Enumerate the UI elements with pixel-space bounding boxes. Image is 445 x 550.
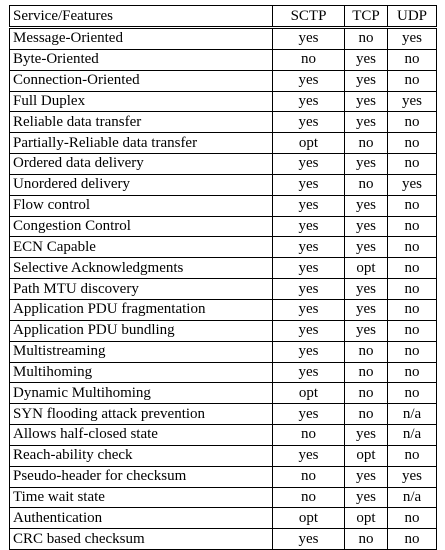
sctp-cell: yes: [273, 237, 345, 258]
udp-cell: n/a: [388, 487, 437, 508]
feature-cell: Allows half-closed state: [10, 425, 273, 446]
table-row: [10, 279, 437, 300]
feature-cell: Selective Acknowledgments: [10, 258, 273, 279]
udp-cell: yes: [388, 91, 437, 112]
tcp-cell: yes: [345, 195, 388, 216]
feature-cell: Time wait state: [10, 487, 273, 508]
tcp-cell: yes: [345, 154, 388, 175]
sctp-cell: yes: [273, 216, 345, 237]
sctp-cell: yes: [273, 320, 345, 341]
feature-cell: Path MTU discovery: [10, 279, 273, 300]
table-row: [10, 341, 437, 362]
table-row: [10, 299, 437, 320]
tcp-cell: yes: [345, 91, 388, 112]
tcp-cell: no: [345, 341, 388, 362]
table-row: [10, 258, 437, 279]
udp-cell: no: [388, 362, 437, 383]
tcp-cell: no: [345, 404, 388, 425]
tcp-cell: yes: [345, 487, 388, 508]
sctp-cell: no: [273, 49, 345, 70]
header-feature: Service/Features: [10, 6, 273, 28]
sctp-cell: yes: [273, 28, 345, 50]
udp-cell: no: [388, 529, 437, 550]
feature-cell: Partially-Reliable data transfer: [10, 133, 273, 154]
table-row: [10, 508, 437, 529]
table-row: [10, 174, 437, 195]
tcp-cell: yes: [345, 112, 388, 133]
sctp-cell: no: [273, 425, 345, 446]
feature-cell: Reach-ability check: [10, 445, 273, 466]
sctp-cell: no: [273, 466, 345, 487]
tcp-cell: no: [345, 174, 388, 195]
header-tcp: TCP: [345, 6, 388, 28]
sctp-cell: yes: [273, 258, 345, 279]
feature-cell: Multihoming: [10, 362, 273, 383]
table-row: [10, 154, 437, 175]
udp-cell: no: [388, 112, 437, 133]
sctp-cell: yes: [273, 70, 345, 91]
sctp-cell: yes: [273, 299, 345, 320]
sctp-cell: yes: [273, 112, 345, 133]
table-row: [10, 112, 437, 133]
feature-cell: Application PDU fragmentation: [10, 299, 273, 320]
feature-cell: CRC based checksum: [10, 529, 273, 550]
table-header-row: [10, 6, 437, 28]
udp-cell: no: [388, 195, 437, 216]
feature-cell: Reliable data transfer: [10, 112, 273, 133]
udp-cell: no: [388, 445, 437, 466]
tcp-cell: no: [345, 133, 388, 154]
table-row: [10, 195, 437, 216]
tcp-cell: opt: [345, 445, 388, 466]
tcp-cell: yes: [345, 425, 388, 446]
sctp-cell: yes: [273, 174, 345, 195]
feature-cell: Authentication: [10, 508, 273, 529]
feature-cell: Dynamic Multihoming: [10, 383, 273, 404]
feature-cell: Flow control: [10, 195, 273, 216]
feature-cell: ECN Capable: [10, 237, 273, 258]
sctp-cell: yes: [273, 279, 345, 300]
table-row: [10, 91, 437, 112]
table-row: [10, 383, 437, 404]
table-row: [10, 445, 437, 466]
tcp-cell: no: [345, 529, 388, 550]
tcp-cell: no: [345, 383, 388, 404]
tcp-cell: yes: [345, 320, 388, 341]
sctp-cell: yes: [273, 362, 345, 383]
header-sctp: SCTP: [273, 6, 345, 28]
tcp-cell: yes: [345, 237, 388, 258]
table-row: [10, 487, 437, 508]
udp-cell: no: [388, 508, 437, 529]
udp-cell: yes: [388, 466, 437, 487]
sctp-cell: yes: [273, 91, 345, 112]
tcp-cell: yes: [345, 299, 388, 320]
sctp-cell: no: [273, 487, 345, 508]
table-row: [10, 425, 437, 446]
udp-cell: no: [388, 258, 437, 279]
tcp-cell: opt: [345, 258, 388, 279]
feature-cell: Connection-Oriented: [10, 70, 273, 91]
comparison-table-container: [9, 5, 437, 550]
sctp-cell: opt: [273, 383, 345, 404]
sctp-cell: yes: [273, 529, 345, 550]
tcp-cell: yes: [345, 466, 388, 487]
protocol-comparison-table: [9, 5, 437, 550]
table-body: [10, 28, 437, 550]
sctp-cell: opt: [273, 133, 345, 154]
feature-cell: Full Duplex: [10, 91, 273, 112]
header-udp: UDP: [388, 6, 437, 28]
tcp-cell: no: [345, 362, 388, 383]
table-row: [10, 133, 437, 154]
feature-cell: Byte-Oriented: [10, 49, 273, 70]
feature-cell: Ordered data delivery: [10, 154, 273, 175]
udp-cell: n/a: [388, 425, 437, 446]
udp-cell: n/a: [388, 404, 437, 425]
udp-cell: yes: [388, 28, 437, 50]
sctp-cell: yes: [273, 154, 345, 175]
udp-cell: no: [388, 299, 437, 320]
sctp-cell: yes: [273, 445, 345, 466]
tcp-cell: yes: [345, 216, 388, 237]
udp-cell: no: [388, 341, 437, 362]
feature-cell: Application PDU bundling: [10, 320, 273, 341]
table-row: [10, 529, 437, 550]
table-row: [10, 70, 437, 91]
udp-cell: yes: [388, 174, 437, 195]
tcp-cell: opt: [345, 508, 388, 529]
udp-cell: no: [388, 237, 437, 258]
table-row: [10, 28, 437, 50]
udp-cell: no: [388, 320, 437, 341]
udp-cell: no: [388, 133, 437, 154]
tcp-cell: yes: [345, 70, 388, 91]
table-row: [10, 466, 437, 487]
udp-cell: no: [388, 216, 437, 237]
feature-cell: SYN flooding attack prevention: [10, 404, 273, 425]
udp-cell: no: [388, 49, 437, 70]
udp-cell: no: [388, 154, 437, 175]
feature-cell: Congestion Control: [10, 216, 273, 237]
table-row: [10, 320, 437, 341]
udp-cell: no: [388, 279, 437, 300]
feature-cell: Pseudo-header for checksum: [10, 466, 273, 487]
table-row: [10, 216, 437, 237]
sctp-cell: yes: [273, 195, 345, 216]
udp-cell: no: [388, 383, 437, 404]
table-row: [10, 404, 437, 425]
tcp-cell: yes: [345, 279, 388, 300]
feature-cell: Multistreaming: [10, 341, 273, 362]
udp-cell: no: [388, 70, 437, 91]
table-row: [10, 362, 437, 383]
tcp-cell: no: [345, 28, 388, 50]
sctp-cell: yes: [273, 341, 345, 362]
tcp-cell: yes: [345, 49, 388, 70]
sctp-cell: yes: [273, 404, 345, 425]
feature-cell: Message-Oriented: [10, 28, 273, 50]
table-row: [10, 237, 437, 258]
table-row: [10, 49, 437, 70]
sctp-cell: opt: [273, 508, 345, 529]
feature-cell: Unordered delivery: [10, 174, 273, 195]
